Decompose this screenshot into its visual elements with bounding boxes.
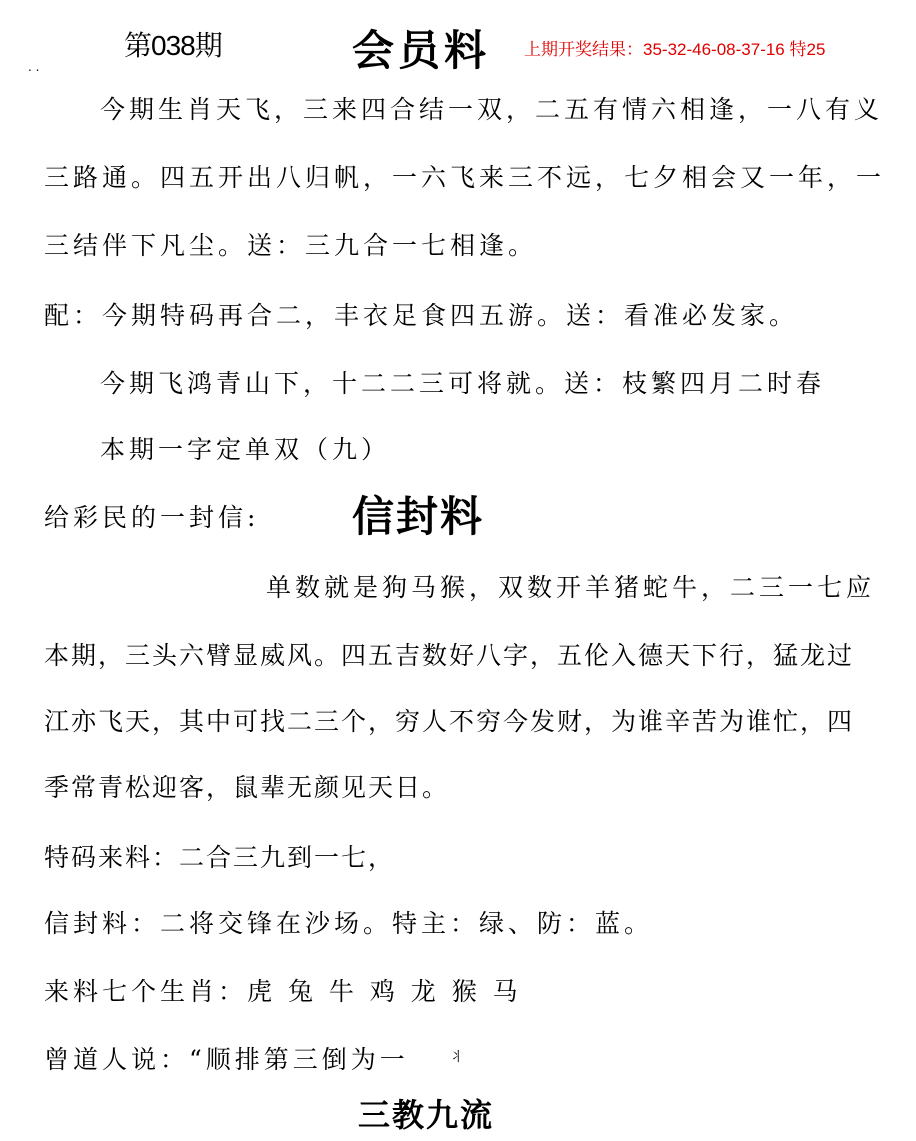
envelope-title: 信封料 (352, 492, 485, 541)
letter-label: 给彩民的一封信: (44, 503, 260, 532)
poem-line-3: 三结伴下凡尘。送：三九合一七相逢。 (44, 231, 538, 260)
poem-line-2: 三路通。四五开出八归帆，一六飞来三不远，七夕相会又一年，一 (44, 163, 886, 192)
stray-mark: 丬 (450, 1050, 464, 1065)
letter-line-3: 江亦飞天，其中可找二三个，穷人不穷今发财，为谁辛苦为谁忙，四 (44, 707, 855, 736)
letter-line-2: 本期，三头六臂显威风。四五吉数好八字，五伦入德天下行，猛龙过 (44, 641, 855, 670)
issue-number: 第038期 (124, 30, 222, 61)
feihong-line: 今期飞鸿青山下，十二二三可将就。送：枝繁四月二时春 (100, 369, 826, 398)
scan-dots: . . (28, 60, 40, 74)
zeng-line: 曾道人说：“顺排第三倒为一 (44, 1045, 409, 1074)
tema-line: 特码来料：二合三九到一七， (44, 843, 396, 872)
page-title: 会员料 (352, 26, 491, 75)
envelope-line: 信封料：二将交锋在沙场。特主：绿、防：蓝。 (44, 909, 654, 938)
footer-title: 三教九流 (358, 1096, 495, 1134)
last-draw-result: 上期开奖结果：35-32-46-08-37-16 特25 (524, 40, 826, 59)
letter-line-1: 单数就是狗马猴，双数开羊猪蛇牛，二三一七应 (266, 573, 876, 602)
letter-line-4: 季常青松迎客，鼠辈无颜见天日。 (44, 773, 450, 802)
zodiacs-line: 来料七个生肖：虎 兔 牛 鸡 龙 猴 马 (44, 977, 522, 1006)
pei-line: 配：今期特码再合二，丰衣足食四五游。送：看准必发家。 (44, 301, 799, 330)
poem-line-1: 今期生肖天飞，三来四合结一双，二五有情六相逢，一八有义 (100, 95, 884, 124)
single-char-line: 本期一字定单双（九） (100, 435, 391, 464)
